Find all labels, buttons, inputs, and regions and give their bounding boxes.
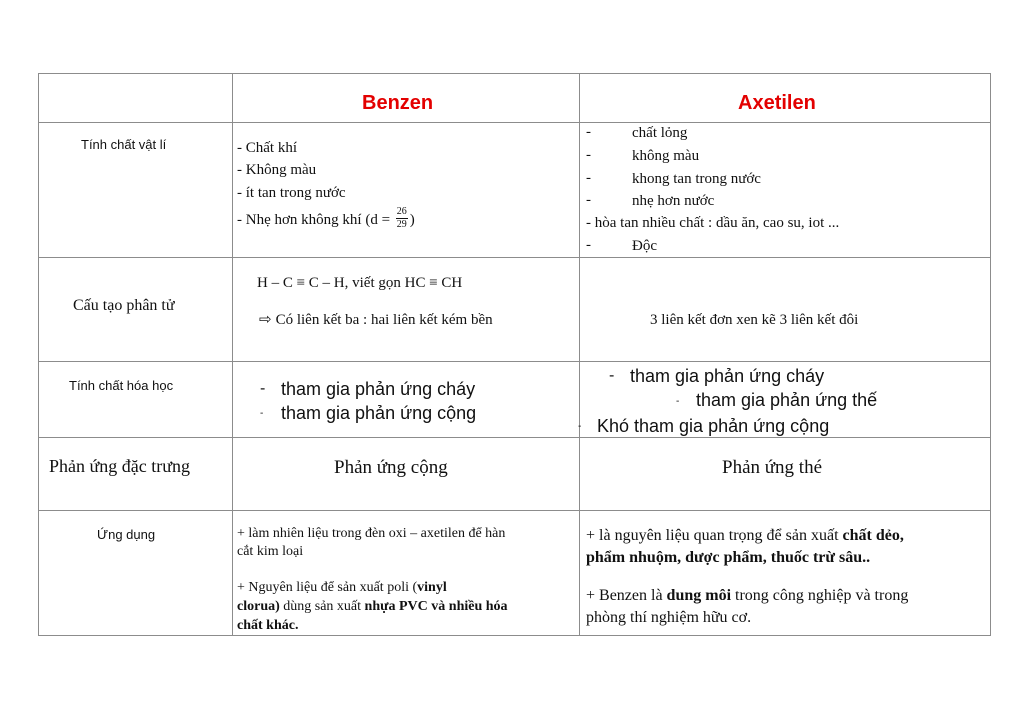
benzen-physical-3: - ít tan trong nước	[237, 185, 346, 201]
text-segment: + là nguyên liệu quan trọng để sản xuất	[586, 527, 843, 544]
benzen-application-1a: + làm nhiên liệu trong đèn oxi – axetilen để hàn	[237, 526, 506, 541]
benzen-chemical-1: tham gia phản ứng cháy	[281, 379, 476, 399]
fraction-numerator: 26	[396, 206, 407, 217]
bullet-dash: -	[578, 421, 582, 432]
structure-note-text: Có liên kết ba : hai liên kết kém bền	[275, 312, 493, 328]
axetilen-application-1b: phẩm nhuộm, dược phẩm, thuốc trừ sâu..	[586, 549, 871, 566]
axetilen-structure: 3 liên kết đơn xen kẽ 3 liên kết đôi	[650, 312, 859, 328]
text-segment: + Benzen là	[586, 587, 667, 604]
row-label-reaction: Phản ứng đặc trưng	[49, 456, 190, 476]
axetilen-physical-6: Độc	[632, 238, 657, 254]
axetilen-application-2a	[586, 586, 908, 605]
row-divider	[39, 122, 990, 123]
header-benzen: Benzen	[362, 92, 434, 114]
axetilen-physical-1: chất lỏng	[632, 125, 688, 141]
density-text: - Nhẹ hơn không khí (d =	[237, 211, 394, 228]
benzen-application-2b	[237, 599, 508, 616]
comparison-table	[38, 73, 991, 636]
text-segment-bold: chất dẻo,	[842, 527, 904, 544]
axetilen-physical-5: - hòa tan nhiều chất : dầu ăn, cao su, iot ...	[586, 215, 840, 231]
benzen-physical-2: - Không màu	[237, 162, 317, 178]
benzen-physical-1: - Chất khí	[237, 140, 297, 156]
text-segment: dùng sản xuất	[279, 599, 365, 614]
axetilen-physical-4: nhẹ hơn nước	[632, 193, 715, 209]
bullet-dash: -	[586, 192, 591, 208]
row-label-application: Ứng dụng	[97, 527, 156, 542]
benzen-application-2c: chất khác.	[237, 618, 299, 633]
axetilen-chemical-1: tham gia phản ứng cháy	[630, 366, 825, 386]
bullet-dash: -	[260, 380, 266, 397]
row-divider	[39, 437, 990, 438]
bullet-dash: -	[586, 237, 591, 253]
benzen-structure-note	[259, 311, 493, 329]
benzen-reaction: Phản ứng cộng	[334, 457, 448, 478]
text-segment: + Nguyên liệu để sản xuất poli (	[237, 580, 418, 595]
arrow-icon: ⇨	[259, 312, 272, 328]
axetilen-reaction: Phản ứng thé	[722, 457, 823, 478]
text-segment-bold: vinyl	[417, 580, 447, 595]
row-divider	[39, 257, 990, 258]
row-label-physical: Tính chất vật lí	[81, 137, 167, 152]
bullet-dash: -	[586, 170, 591, 186]
row-divider	[39, 361, 990, 362]
column-divider	[232, 74, 233, 635]
benzen-structure-formula: H – C ≡ C – H, viết gọn HC ≡ CH	[257, 275, 463, 291]
axetilen-chemical-3: Khó tham gia phản ứng cộng	[597, 416, 830, 436]
axetilen-physical-2: không màu	[632, 148, 700, 164]
benzen-physical-density	[237, 206, 415, 232]
axetilen-application-1a	[586, 526, 904, 545]
header-axetilen: Axetilen	[738, 92, 816, 114]
text-segment: trong công nghiệp và trong	[731, 587, 909, 604]
density-fraction	[396, 207, 408, 230]
density-close: )	[409, 211, 415, 228]
text-segment-bold: clorua)	[237, 599, 280, 614]
column-divider	[579, 74, 580, 635]
axetilen-application-2b: phòng thí nghiệm hữu cơ.	[586, 609, 752, 626]
bullet-dash: -	[586, 124, 591, 140]
text-segment-bold: nhựa PVC và nhiều hóa	[364, 599, 508, 614]
benzen-chemical-2: tham gia phản ứng cộng	[281, 403, 477, 423]
row-divider	[39, 510, 990, 511]
benzen-application-2a	[237, 580, 447, 597]
bullet-dash: -	[609, 367, 615, 384]
axetilen-physical-3: khong tan trong nước	[632, 171, 761, 187]
row-label-chemical: Tính chất hóa học	[69, 378, 174, 393]
bullet-dash: -	[586, 147, 591, 163]
bullet-dash: -	[676, 396, 680, 407]
text-segment-bold: dung môi	[666, 587, 732, 604]
bullet-dash: -	[260, 408, 264, 419]
axetilen-chemical-2: tham gia phản ứng thế	[696, 390, 878, 410]
fraction-denominator: 29	[396, 219, 407, 230]
row-label-structure: Cấu tạo phân tử	[73, 297, 175, 314]
benzen-application-1b: cắt kim loại	[237, 544, 304, 559]
